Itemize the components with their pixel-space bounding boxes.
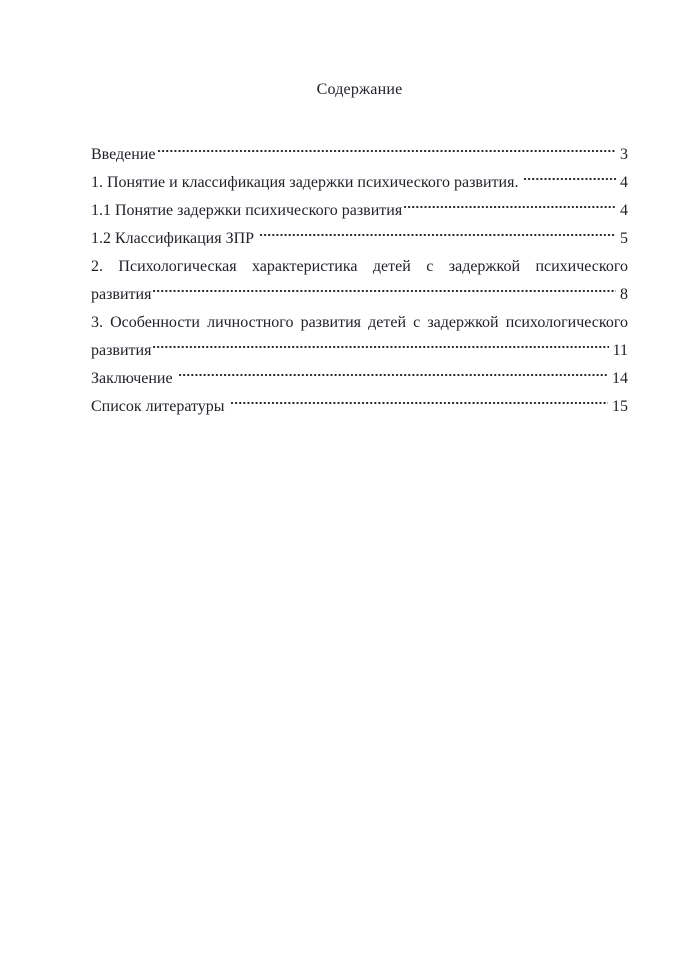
toc-entry-label: 1. Понятие и классификация задержки психического развития. [91,174,523,191]
toc-entry-page: 8 [620,286,628,303]
table-of-contents [91,141,628,421]
toc-entry-1-2 [91,225,628,253]
toc-entry-page: 15 [612,398,628,415]
toc-entry-page: 4 [620,174,628,191]
toc-entry-3 [91,337,628,365]
toc-entry-page: 11 [612,342,628,359]
toc-entry-page: 3 [620,146,628,163]
toc-entry-label: Список литературы [91,398,229,415]
toc-entry-1 [91,169,628,197]
toc-entry-2-wrap-line: 2. Психологическая характеристика детей с задержкой психического [91,258,628,275]
page-title: Содержание [316,81,403,98]
toc-entry-label: развития [91,342,152,359]
toc-entry-vvedenie [91,141,628,169]
toc-entry-label: Введение [91,146,156,163]
toc-entry-page: 14 [612,370,628,387]
toc-entry-label: Заключение [91,370,177,387]
toc-entry-label: 1.2 Классификация ЗПР [91,230,259,247]
toc-entry-1-1 [91,197,628,225]
toc-entry-2 [91,281,628,309]
toc-entry-page: 5 [620,230,628,247]
toc-entry-spisok-literatury [91,393,628,421]
toc-entry-zaklyuchenie [91,365,628,393]
toc-entry-label: 1.1 Понятие задержки психического развития [91,202,403,219]
toc-entry-label: развития [91,286,152,303]
toc-entry-page: 4 [620,202,628,219]
toc-entry-3-wrap-line: 3. Особенности личностного развития детей с задержкой психологического [91,314,628,331]
